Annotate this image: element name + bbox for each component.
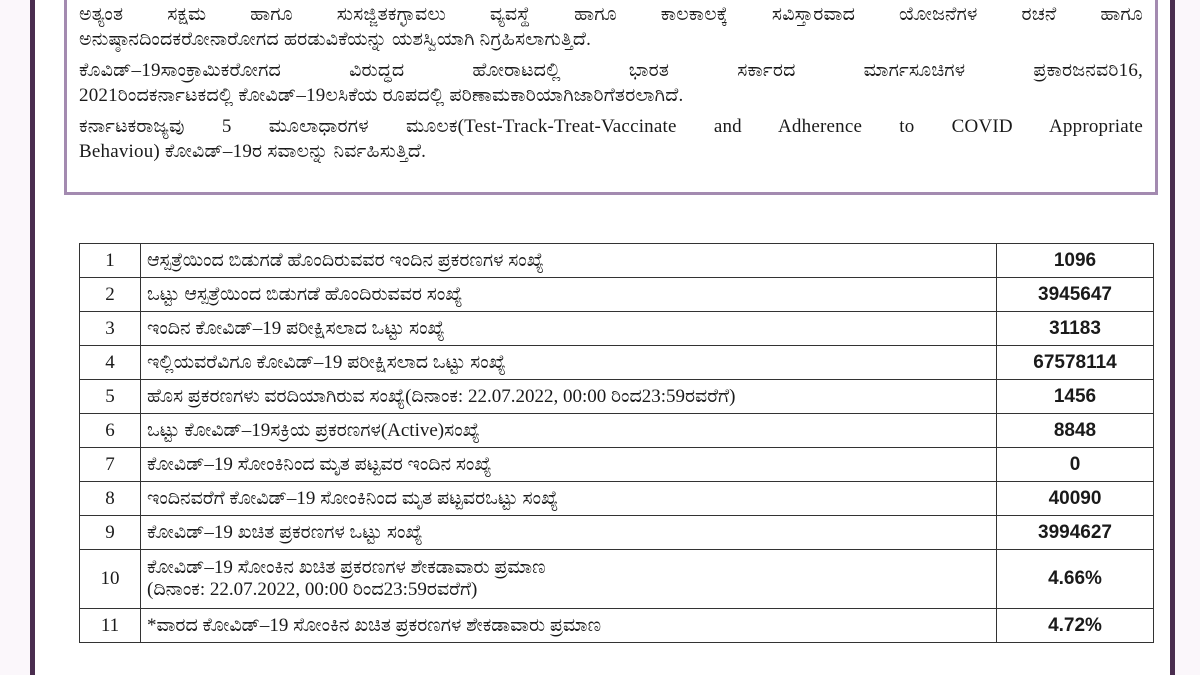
row-number: 10 <box>80 550 141 609</box>
notice-line: ಅತ್ಯಂತ ಸಕ್ಷಮ ಹಾಗೂ ಸುಸಜ್ಜಿತಕಗ್ಳಾವಲು ವ್ಯವಸ್ಥೆ ಹಾಗೂ ಕಾಲಕಾಲಕ್ಕೆ ಸವಿಸ್ತಾರವಾದ ಯೋಜನೆಗಳ ರಚನೆ ಹಾಗೂ <box>79 4 1143 25</box>
notice-line: Behaviou) ಕೋವಿಡ್–19ರ ಸವಾಲನ್ನು ನಿರ್ವಹಿಸುತ್ತಿದೆ. <box>79 141 427 162</box>
row-value: 0 <box>997 448 1154 482</box>
row-label: ಇಂದಿನವರೆಗೆ ಕೋವಿಡ್–19 ಸೋಂಕಿನಿಂದ ಮೃತ ಪಟ್ಟವರಒಟ್ಟು ಸಂಖ್ಯೆ <box>141 482 997 516</box>
covid-statistics-table <box>79 243 1154 643</box>
row-label: *ವಾರದ ಕೋವಿಡ್–19 ಸೋಂಕಿನ ಖಚಿತ ಪ್ರಕರಣಗಳ ಶೇಕಡಾವಾರು ಪ್ರಮಾಣ <box>141 609 997 643</box>
row-label: ಇಲ್ಲಿಯವರೆವಿಗೂ ಕೋವಿಡ್–19 ಪರೀಕ್ಷಿಸಲಾದ ಒಟ್ಟು ಸಂಖ್ಯೆ <box>141 346 997 380</box>
row-label-line: ಕೋವಿಡ್–19 ಸೋಂಕಿನ ಖಚಿತ ಪ್ರಕರಣಗಳ ಶೇಕಡಾವಾರು ಪ್ರಮಾಣ <box>147 557 546 578</box>
notice-line: 2021ರಿಂದಕರ್ನಾಟಕದಲ್ಲಿ ಕೋವಿಡ್–19ಲಸಿಕೆಯ ರೂಪದಲ್ಲಿ ಪರಿಣಾಮಕಾರಿಯಾಗಿಜಾರಿಗೆತರಲಾಗಿದೆ. <box>79 85 684 106</box>
table-row <box>80 550 1154 609</box>
row-number: 2 <box>80 278 141 312</box>
table-row <box>80 346 1154 380</box>
row-value: 1456 <box>997 380 1154 414</box>
row-number: 7 <box>80 448 141 482</box>
row-value: 3994627 <box>997 516 1154 550</box>
row-label <box>141 550 997 609</box>
table-row <box>80 609 1154 643</box>
row-value: 67578114 <box>997 346 1154 380</box>
table-row <box>80 414 1154 448</box>
row-label: ಒಟ್ಟು ಕೋವಿಡ್–19ಸಕ್ರಿಯ ಪ್ರಕರಣಗಳ(Active)ಸಂಖ್ಯೆ <box>141 414 997 448</box>
row-value: 3945647 <box>997 278 1154 312</box>
notice-line: ಕೊವಿಡ್–19ಸಾಂಕ್ರಾಮಿಕರೋಗದ ವಿರುದ್ಧದ ಹೋರಾಟದಲ್ಲಿ ಭಾರತ ಸರ್ಕಾರದ ಮಾರ್ಗಸೂಚಿಗಳ ಪ್ರಕಾರಜನವರಿ16, <box>79 60 1143 81</box>
row-label: ಆಸ್ಪತ್ರೆಯಿಂದ ಬಿಡುಗಡೆ ಹೊಂದಿರುವವರ ಇಂದಿನ ಪ್ರಕರಣಗಳ ಸಂಖ್ಯೆ <box>141 244 997 278</box>
row-number: 4 <box>80 346 141 380</box>
left-border-rule <box>30 0 35 675</box>
row-value: 4.72% <box>997 609 1154 643</box>
notice-line: ಅನುಷ್ಠಾನದಿಂದಕರೋನಾರೋಗದ ಹರಡುವಿಕೆಯನ್ನು ಯಶಸ್ವಿಯಾಗಿ ನಿಗ್ರಹಿಸಲಾಗುತ್ತಿದೆ. <box>79 29 592 50</box>
row-label-line: (ದಿನಾಂಕ: 22.07.2022, 00:00 ರಿಂದ23:59ರವರೆಗೆ) <box>147 579 478 600</box>
row-value: 31183 <box>997 312 1154 346</box>
row-number: 8 <box>80 482 141 516</box>
row-number: 11 <box>80 609 141 643</box>
row-number: 3 <box>80 312 141 346</box>
row-value: 8848 <box>997 414 1154 448</box>
table-row <box>80 244 1154 278</box>
row-number: 1 <box>80 244 141 278</box>
row-number: 9 <box>80 516 141 550</box>
row-value: 40090 <box>997 482 1154 516</box>
table-row <box>80 448 1154 482</box>
table-row <box>80 380 1154 414</box>
row-value: 4.66% <box>997 550 1154 609</box>
row-label: ಕೋವಿಡ್–19 ಸೋಂಕಿನಿಂದ ಮೃತ ಪಟ್ಟವರ ಇಂದಿನ ಸಂಖ್ಯೆ <box>141 448 997 482</box>
table-row <box>80 278 1154 312</box>
row-number: 6 <box>80 414 141 448</box>
row-label: ಒಟ್ಟು ಆಸ್ಪತ್ರೆಯಿಂದ ಬಿಡುಗಡೆ ಹೊಂದಿರುವವರ ಸಂಖ್ಯೆ <box>141 278 997 312</box>
notice-line: ಕರ್ನಾಟಕರಾಜ್ಯವು 5 ಮೂಲಾಧಾರಗಳ ಮೂಲಕ(Test-Track-Treat-Vaccinate and Adherence to COVID Appropriate <box>79 116 1143 137</box>
row-label: ಕೋವಿಡ್–19 ಖಚಿತ ಪ್ರಕರಣಗಳ ಒಟ್ಟು ಸಂಖ್ಯೆ <box>141 516 997 550</box>
right-margin <box>1175 0 1200 675</box>
row-value: 1096 <box>997 244 1154 278</box>
row-label: ಇಂದಿನ ಕೋವಿಡ್–19 ಪರೀಕ್ಷಿಸಲಾದ ಒಟ್ಟು ಸಂಖ್ಯೆ <box>141 312 997 346</box>
right-border-rule <box>1170 0 1175 675</box>
table-row <box>80 516 1154 550</box>
table-row <box>80 482 1154 516</box>
row-label: ಹೊಸ ಪ್ರಕರಣಗಳು ವರದಿಯಾಗಿರುವ ಸಂಖ್ಯೆ(ದಿನಾಂಕ: 22.07.2022, 00:00 ರಿಂದ23:59ರವರೆಗೆ) <box>141 380 997 414</box>
notice-box <box>64 0 1158 195</box>
table-row <box>80 312 1154 346</box>
row-number: 5 <box>80 380 141 414</box>
left-margin <box>0 0 30 675</box>
